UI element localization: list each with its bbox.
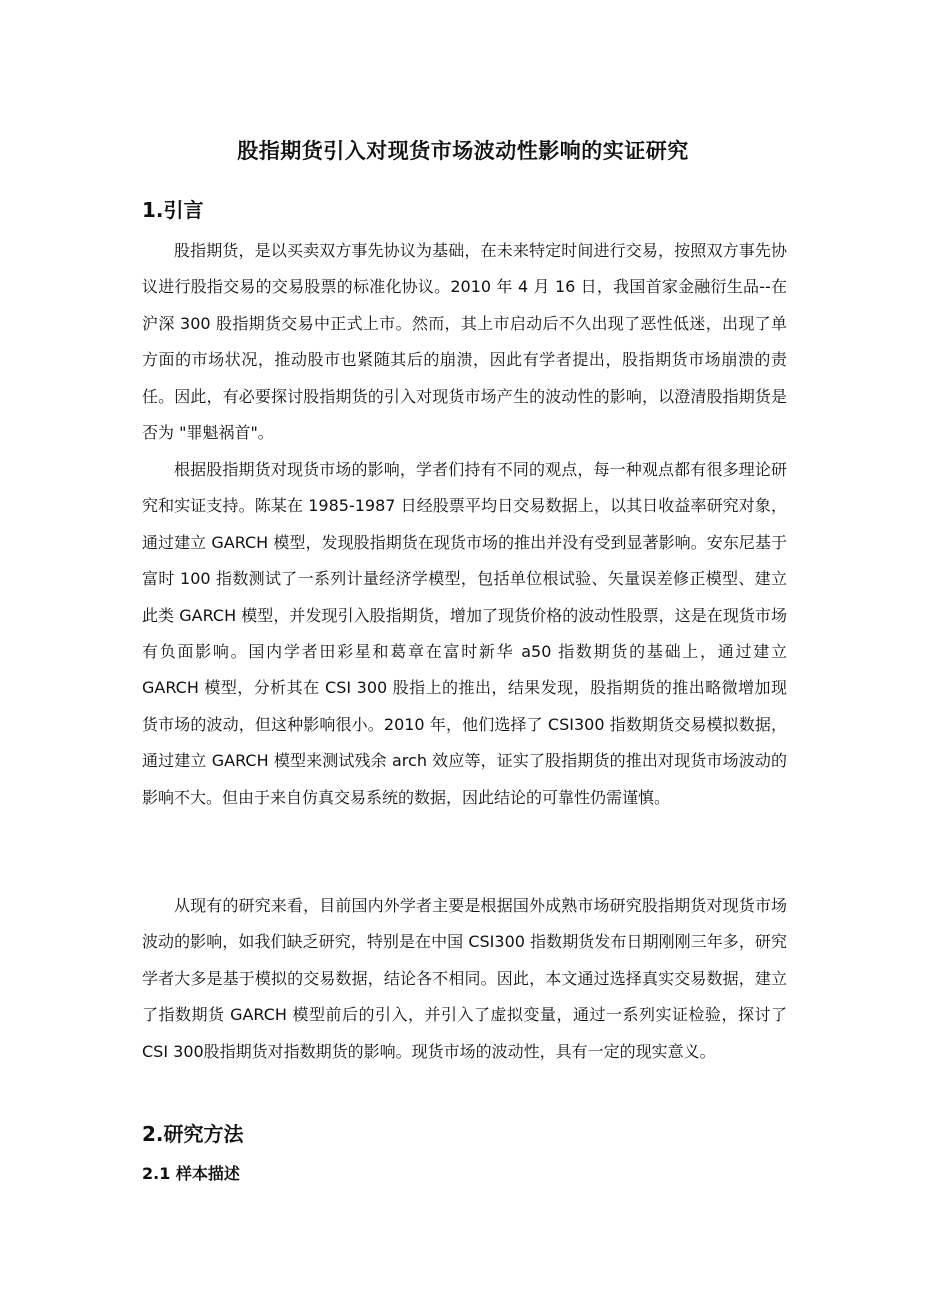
paragraph-intro-1: 股指期货，是以买卖双方事先协议为基础，在未来特定时间进行交易，按照双方事先协议进行股指交易的交易股票的标准化协议。2010 年 4 月 16 日，我国首家金融衍生品--在沪深 300 股指期货交易中正式上市。然而，其上市启动后不久出现了恶性低迷，出现了单方面的市场状况，推动股市也紧随其后的崩溃，因此有学者提出，股指期货市场崩溃的责任。因此，有必要探讨股指期货的引入对现货市场产生的波动性的影响，以澄清股指期货是否为 "罪魁祸首"。 [142, 241, 787, 443]
paragraph-intro-3: 从现有的研究来看，目前国内外学者主要是根据国外成熟市场研究股指期货对现货市场波动的影响，如我们缺乏研究，特别是在中国 CSI300 指数期货发布日期刚刚三年多，研究学者大多是基于模拟的交易数据，结论各不相同。因此，本文通过选择真实交易数据，建立了指数期货 GARCH 模型前后的引入，并引入了虚拟变量，通过一系列实证检验，探讨了 CSI 300股指期货对指数期货的影响。现货市场的波动性，具有一定的现实意义。 [142, 896, 787, 1061]
section-heading-introduction: 1.引言 [142, 198, 204, 222]
subsection-heading-sample: 2.1 样本描述 [142, 1164, 240, 1183]
paragraph-intro-2: 根据股指期货对现货市场的影响，学者们持有不同的观点，每一种观点都有很多理论研究和实证支持。陈某在 1985-1987 日经股票平均日交易数据上，以其日收益率研究对象，通过建立 GARCH 模型，发现股指期货在现货市场的推出并没有受到显著影响。安东尼基于富时 100 指数测试了一系列计量经济学模型，包括单位根试验、矢量误差修正模型、建立此类 GARCH 模型，并发现引入股指期货，增加了现货价格的波动性股票，这是在现货市场有负面影响。国内学者田彩星和葛章在富时新华 a50 指数期货的基础上，通过建立 GARCH 模型，分析其在 CSI 300 股指上的推出，结果发现，股指期货的推出略微增加现货市场的波动，但这种影响很小。2010 年，他们选择了 CSI300 指数期货交易模拟数据，通过建立 GARCH 模型来测试残余 arch 效应等，证实了股指期货的推出对现货市场波动的影响不大。但由于来自仿真交易系统的数据，因此结论的可靠性仍需谨慎。 [142, 460, 787, 807]
section-heading-methods: 2.研究方法 [142, 1122, 244, 1146]
document-title: 股指期货引入对现货市场波动性影响的实证研究 [237, 139, 689, 163]
